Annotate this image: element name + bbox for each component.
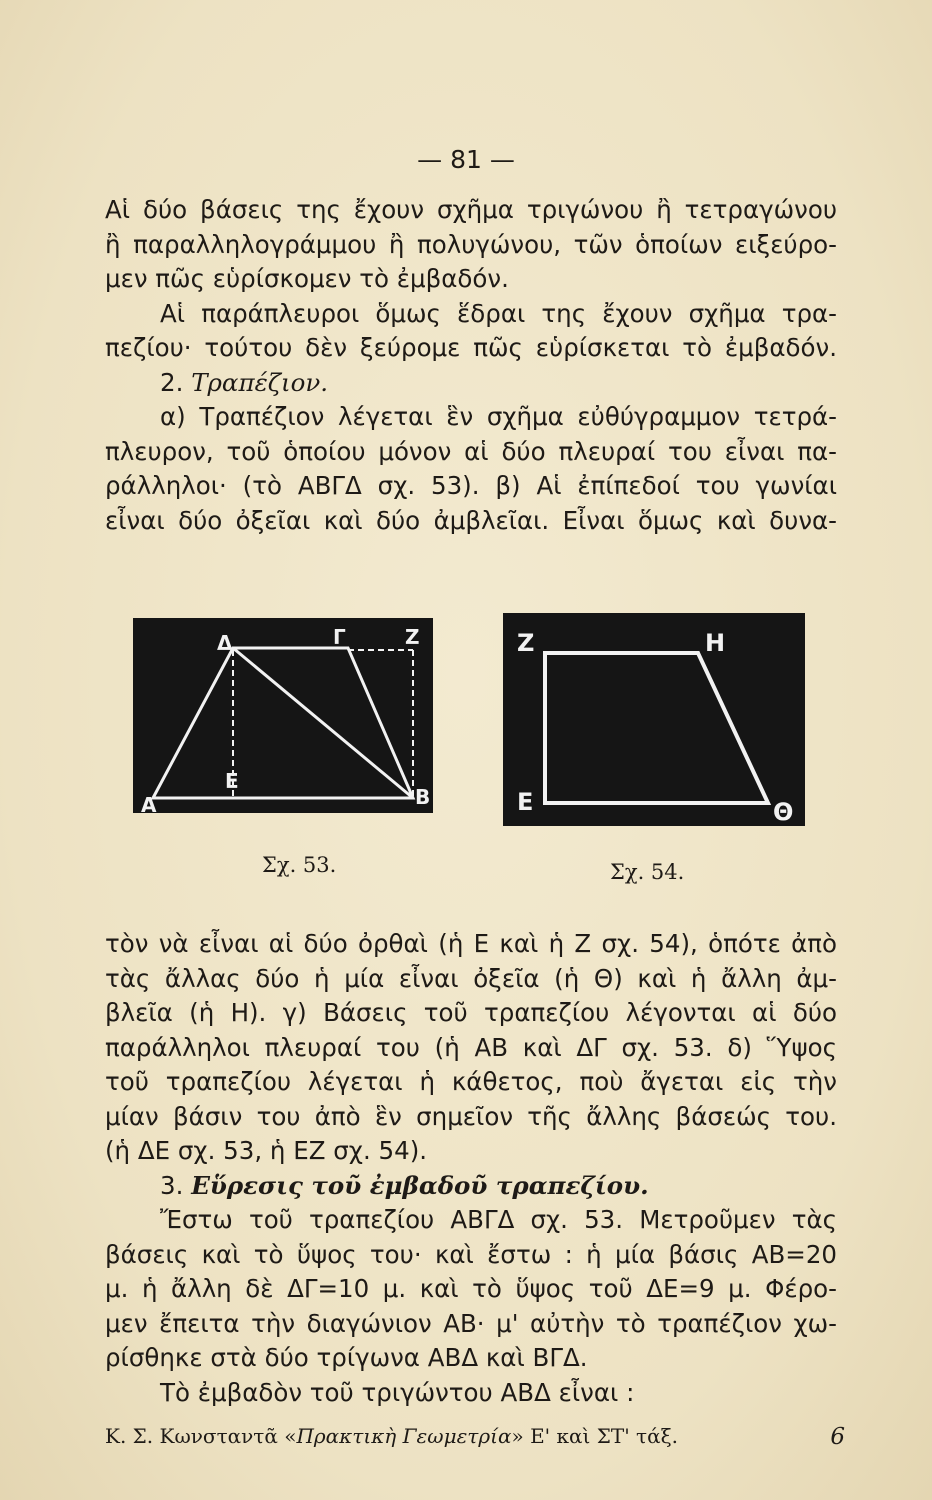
label-beta: Β <box>415 785 431 809</box>
text-line: τοῦ τραπεζίου λέγεται ἡ κάθετος, ποὺ ἄγεται εἰς τὴν <box>105 1067 837 1096</box>
figure-54-drawing <box>503 613 805 826</box>
text-line: (ἡ ΔΕ σχ. 53, ἡ ΕΖ σχ. 54). <box>105 1136 428 1165</box>
footer-book-title: Πρακτικὴ Γεωμετρία <box>296 1424 512 1448</box>
section-title: Τραπέζιον. <box>191 367 329 397</box>
text-line: α) Τραπέζιον λέγεται ἓν σχῆμα εὐθύγραμμον τετρά- <box>160 402 837 431</box>
figure-53 <box>133 618 433 813</box>
text-line: Ἔστω τοῦ τραπεζίου ΑΒΓΔ σχ. 53. Μετροῦμεν τὰς <box>160 1205 837 1234</box>
figure-53-drawing <box>133 618 433 813</box>
section-heading <box>105 1169 837 1204</box>
label-zeta: Ζ <box>517 629 535 657</box>
text-line: τὰς ἄλλας δύο ἡ μία εἶναι ὀξεῖα (ἡ Θ) καὶ ἡ ἄλλη ἀμ- <box>105 963 837 993</box>
upper-text-block <box>105 193 837 538</box>
text-line: πλευρον, τοῦ ὁποίου μόνον αἱ δύο πλευραί του εἶναι πα- <box>105 436 837 466</box>
text-line: μ. ἡ ἄλλη δὲ ΔΓ=10 μ. καὶ τὸ ὕψος τοῦ ΔΕ=9 μ. Φέρο- <box>105 1274 837 1303</box>
label-gamma: Γ <box>333 625 346 649</box>
text-line: ρίσθηκε στὰ δύο τρίγωνα ΑΒΔ καὶ ΒΓΔ. <box>105 1343 588 1372</box>
text-line: Αἱ δύο βάσεις της ἔχουν σχῆμα τριγώνου ἢ τετραγώνου <box>105 195 837 224</box>
signature-mark: 6 <box>830 1424 845 1450</box>
figure-53-caption: Σχ. 53. <box>262 853 337 877</box>
figure-54-caption: Σχ. 54. <box>610 860 685 884</box>
section-number: 2. <box>160 367 184 397</box>
text-line: Αἱ παράπλευροι ὅμως ἕδραι της ἔχουν σχῆμα τρα- <box>160 298 837 328</box>
label-epsilon: Ε <box>225 769 239 793</box>
text-line: εἶναι δύο ὀξεῖαι καὶ δύο ἀμβλεῖαι. Εἶναι ὅμως καὶ δυνα- <box>105 505 837 535</box>
text-line: ἢ παραλληλογράμμου ἢ πολυγώνου, τῶν ὁποίων ειξεύρο- <box>105 229 837 259</box>
page-number: — 81 — <box>417 145 515 174</box>
label-eta: Η <box>705 629 726 657</box>
label-zeta: Ζ <box>405 625 420 649</box>
label-alpha: Α <box>141 793 157 813</box>
text-line: πεζίου· τούτου δὲν ξεύρομε πῶς εὑρίσκεται τὸ ἐμβαδόν. <box>105 333 837 362</box>
section-title: Εὕρεσις τοῦ ἐμβαδοῦ τραπεζίου. <box>191 1170 649 1200</box>
section-heading <box>105 366 837 401</box>
text-line: μεν ἔπειτα τὴν διαγώνιον ΑΒ· μ' αὐτὴν τὸ τραπέζιον χω- <box>105 1308 837 1338</box>
text-line: βλεῖα (ἡ Η). γ) Βάσεις τοῦ τραπεζίου λέγονται αἱ δύο <box>105 998 837 1027</box>
label-epsilon: Ε <box>517 788 534 816</box>
page-footer <box>105 1424 845 1448</box>
section-number: 3. <box>160 1170 184 1200</box>
text-line: ράλληλοι· (τὸ ΑΒΓΔ σχ. 53). β) Αἱ ἐπίπεδοί του γωνίαι <box>105 471 837 500</box>
figure-54 <box>503 613 805 826</box>
footer-grade: » Ε' καὶ ΣΤ' τάξ. <box>511 1424 679 1448</box>
text-line: Τὸ ἐμβαδὸν τοῦ τριγώντου ΑΒΔ εἶναι : <box>160 1377 635 1407</box>
footer-author: Κ. Σ. Κωνσταντᾶ « <box>105 1424 297 1448</box>
label-theta: Θ <box>773 798 794 826</box>
text-line: μεν πῶς εὑρίσκομεν τὸ ἐμβαδόν. <box>105 264 509 293</box>
text-line: τὸν νὰ εἶναι αἱ δύο ὀρθαὶ (ἡ Ε καὶ ἡ Ζ σχ. 54), ὁπότε ἀπὸ <box>105 929 837 958</box>
lower-text-block <box>105 927 837 1410</box>
text-line: βάσεις καὶ τὸ ὕψος του· καὶ ἔστω : ἡ μία βάσις ΑΒ=20 <box>105 1239 837 1269</box>
text-line: μίαν βάσιν του ἀπὸ ἓν σημεῖον τῆς ἄλλης βάσεώς του. <box>105 1101 837 1131</box>
text-line: παράλληλοι πλευραί του (ἡ ΑΒ καὶ ΔΓ σχ. 53. δ) Ὕψος <box>105 1032 837 1062</box>
label-delta: Δ <box>217 631 233 655</box>
